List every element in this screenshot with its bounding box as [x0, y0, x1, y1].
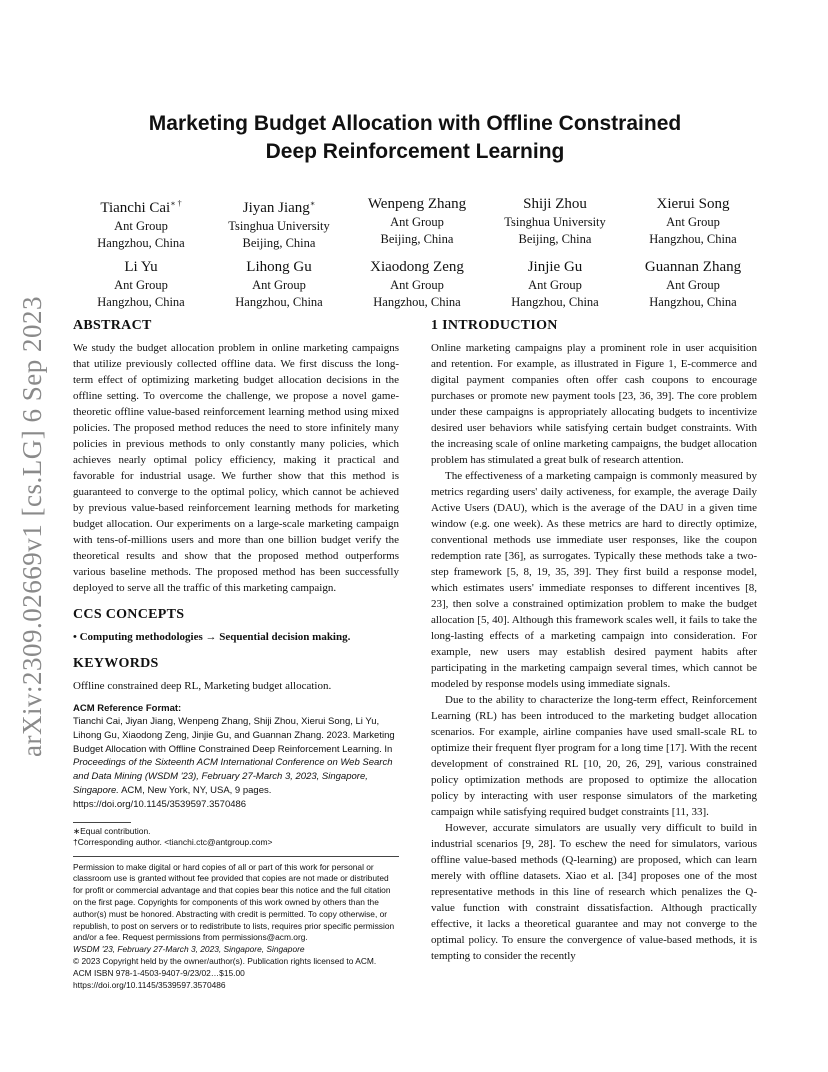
author-affiliation: Ant Group — [390, 278, 444, 292]
introduction-paragraph-4: However, accurate simulators are usually very difficult to build in industrial scenarios [9, 28]. To eschew the need for simulators, various offline value-based methods (Q-learning) are proposed, which can learn merely with offline datasets. Xiao et al. [34] proposes one of the most representative methods in this line of research which penalizes the Q-value function with constraint dissatisfaction. Although practically effective, it lacks a theoretical guarantee and may not converge to the optimal policy. To ensure the convergence of value-based methods, it is tempting to consider the recently — [431, 822, 757, 962]
author-location: Hangzhou, China — [97, 236, 185, 250]
author-name: Shiji Zhou — [523, 196, 587, 212]
left-column — [73, 317, 399, 991]
ccs-section — [73, 606, 399, 645]
author-marks: ∗ — [309, 199, 316, 208]
author-affiliation: Ant Group — [666, 215, 720, 229]
author-location: Hangzhou, China — [649, 232, 737, 246]
introduction-paragraph-2: The effectiveness of a marketing campaign is commonly measured by metrics regarding users' daily activeness, for example, the average Daily Active Users (DAU), which is the average of the DAU in a given time window (e.g. one week). As these metrics are hard to directly optimize, conventional methods use immediate user responses, like the coupon redemption rate [36], as surrogates. Typically these methods take a two-step framework [5, 8, 19, 35, 39]. They first build a response model, which estimates users' immediate responses to different incentives [8, 23], then solve a constrained optimization problem to make the budget allocation [5, 40]. Although this framework scales well, it fails to take the long-lasting effects of a marketing campaign into consideration. For example, new users may establish desired payment habits after participating in the marketing campaign several times, which cannot be modeled by response models using immediate signals. — [431, 470, 757, 690]
author-location: Hangzhou, China — [97, 295, 185, 309]
permission-rule — [73, 856, 399, 857]
arxiv-identifier-stamp — [14, 291, 50, 761]
author-location: Hangzhou, China — [235, 295, 323, 309]
paper-title-line-2: Deep Reinforcement Learning — [265, 140, 565, 163]
author-name: Xiaodong Zeng — [370, 259, 464, 275]
author-block — [624, 257, 762, 311]
footnote-corresponding-author: †Corresponding author. <tianchi.ctc@antgroup.com> — [73, 837, 273, 848]
arxiv-identifier-text: arXiv:2309.02669v1 [cs.LG] 6 Sep 2023 — [16, 295, 47, 757]
author-block — [486, 257, 624, 311]
acm-reference-heading: ACM Reference Format: — [73, 703, 182, 714]
paper-title-line-1: Marketing Budget Allocation with Offline Constrained — [148, 112, 682, 135]
author-affiliation: Ant Group — [252, 278, 306, 292]
author-block — [348, 194, 486, 252]
author-affiliation: Ant Group — [528, 278, 582, 292]
author-block — [72, 257, 210, 311]
abstract-section — [73, 317, 399, 596]
author-block — [486, 194, 624, 252]
footnote-rule — [73, 822, 131, 823]
keywords-section — [73, 655, 399, 694]
author-marks: ∗ † — [170, 199, 182, 208]
author-name: Tianchi Cai — [100, 200, 171, 216]
author-affiliation: Ant Group — [114, 219, 168, 233]
acm-reference-plain: Tianchi Cai, Jiyan Jiang, Wenpeng Zhang, Shiji Zhou, Xierui Song, Li Yu, Lihong Gu, Xiaodong Zeng, Jinjie Gu, and Guannan Zhang. 2023. Marketing Budget Allocation with Offline Constrained Deep Reinforcement Learning. In — [73, 716, 395, 755]
permission-isbn: ACM ISBN 978-1-4503-9407-9/23/02…$15.00 — [73, 967, 245, 978]
author-location: Hangzhou, China — [511, 295, 599, 309]
author-location: Beijing, China — [518, 232, 592, 246]
author-name: Jinjie Gu — [527, 259, 583, 275]
ccs-text: • Computing methodologies → Sequential decision making. — [73, 631, 351, 643]
author-affiliation: Ant Group — [390, 215, 444, 229]
paper-title — [100, 110, 730, 166]
permission-copyright: © 2023 Copyright held by the owner/author(s). Publication rights licensed to ACM. — [73, 955, 377, 966]
author-location: Beijing, China — [242, 236, 316, 250]
author-affiliation: Ant Group — [666, 278, 720, 292]
acm-reference-text — [73, 715, 399, 812]
author-location: Beijing, China — [380, 232, 454, 246]
author-block — [348, 257, 486, 311]
abstract-heading: ABSTRACT — [73, 318, 152, 333]
authors-row-2 — [72, 257, 762, 311]
keywords-heading: KEYWORDS — [73, 656, 159, 671]
permission-text: Permission to make digital or hard copies of all or part of this work for personal or classroom use is granted without fee provided that copies are not made or distributed for profit or commercial advantage and that copies bear this notice and the full citation on the first page. Copyrights for components of this work owned by others than the author(s) must be honored. Abstracting with credit is permitted. To copy otherwise, or republish, to post on servers or to redistribute to lists, requires prior specific permission and/or a fee. Request permissions from permissions@acm.org. — [73, 861, 395, 943]
permission-doi: https://doi.org/10.1145/3539597.3570486 — [73, 979, 226, 990]
introduction-paragraph-1: Online marketing campaigns play a prominent role in user acquisition and retention. For example, as illustrated in Figure 1, E-commerce and digital payment companies often offer cash coupons to encourage purchases or promote new payment tools [23, 36, 39]. The core problem under these campaigns is appropriately allocating budgets to incentivize desired user behaviors while satisfying certain budget constraints. With the increasing scale of online marketing campaigns, the budget allocation problem has stimulated a great bulk of research attention. — [431, 342, 757, 466]
permission-venue: WSDM '23, February 27-March 3, 2023, Singapore, Singapore — [73, 944, 305, 955]
author-affiliation: Tsinghua University — [504, 215, 606, 229]
author-affiliation: Tsinghua University — [228, 219, 330, 233]
author-location: Hangzhou, China — [649, 295, 737, 309]
introduction-heading: 1 INTRODUCTION — [431, 318, 558, 333]
author-block — [72, 194, 210, 252]
acm-reference-section — [73, 702, 399, 812]
author-location: Hangzhou, China — [373, 295, 461, 309]
acm-reference-end: ACM, New York, NY, USA, 9 pages. https://doi.org/10.1145/3539597.3570486 — [73, 784, 272, 810]
ccs-heading: CCS CONCEPTS — [73, 607, 185, 622]
author-block — [624, 194, 762, 252]
author-name: Guannan Zhang — [644, 259, 742, 275]
footnote-equal-contribution: ∗Equal contribution. — [73, 825, 151, 836]
author-name: Lihong Gu — [246, 259, 312, 275]
author-block — [210, 194, 348, 252]
author-name: Li Yu — [124, 259, 158, 275]
author-name: Jiyan Jiang — [242, 200, 310, 216]
keywords-text: Offline constrained deep RL, Marketing budget allocation. — [73, 680, 332, 692]
right-column — [431, 317, 757, 964]
acm-reference-proceedings: Proceedings of the Sixteenth ACM International Conference on Web Search and Data Mining (WSDM '23), February 27-March 3, 2023, Singapore, Singapore. — [73, 757, 393, 796]
author-name: Xierui Song — [656, 196, 730, 212]
authors-row-1 — [72, 194, 762, 252]
author-affiliation: Ant Group — [114, 278, 168, 292]
introduction-paragraph-3: Due to the ability to characterize the long-term effect, Reinforcement Learning (RL) has been introduced to the marketing budget allocation scenarios. For example, airline companies have used small-scale RL to optimize their frequent flyer program for a long time [17]. With the recent development of constrained RL [10, 20, 26, 29], various constrained policy optimization methods are proposed to optimize the allocation policy by interacting with user response simulators of the marketing campaign while satisfying required budget constraints [11, 33]. — [431, 694, 757, 818]
author-block — [210, 257, 348, 311]
abstract-text: We study the budget allocation problem in online marketing campaigns that utilize previously collected offline data. We first discuss the long-term effect of optimizing marketing budget allocation decisions in the offline setting. To overcome the challenge, we propose a novel game-theoretic offline value-based reinforcement learning method using mixed policies. The proposed method reduces the need to store infinitely many policies in previous methods to only constantly many policies, which achieves nearly optimal policy efficiency, making it practical and favorable for industrial usage. We further show that this method is guaranteed to converge to the optimal policy, which cannot be achieved by previous value-based reinforcement learning methods for marketing budget allocation. Our experiments on a large-scale marketing campaign with tens-of-millions users and more than one billion budget verify the theoretical results and show that the proposed method outperforms various baseline methods. The proposed method has been successfully deployed to serve all the traffic of this marketing campaign. — [73, 342, 399, 594]
author-name: Wenpeng Zhang — [367, 196, 467, 212]
